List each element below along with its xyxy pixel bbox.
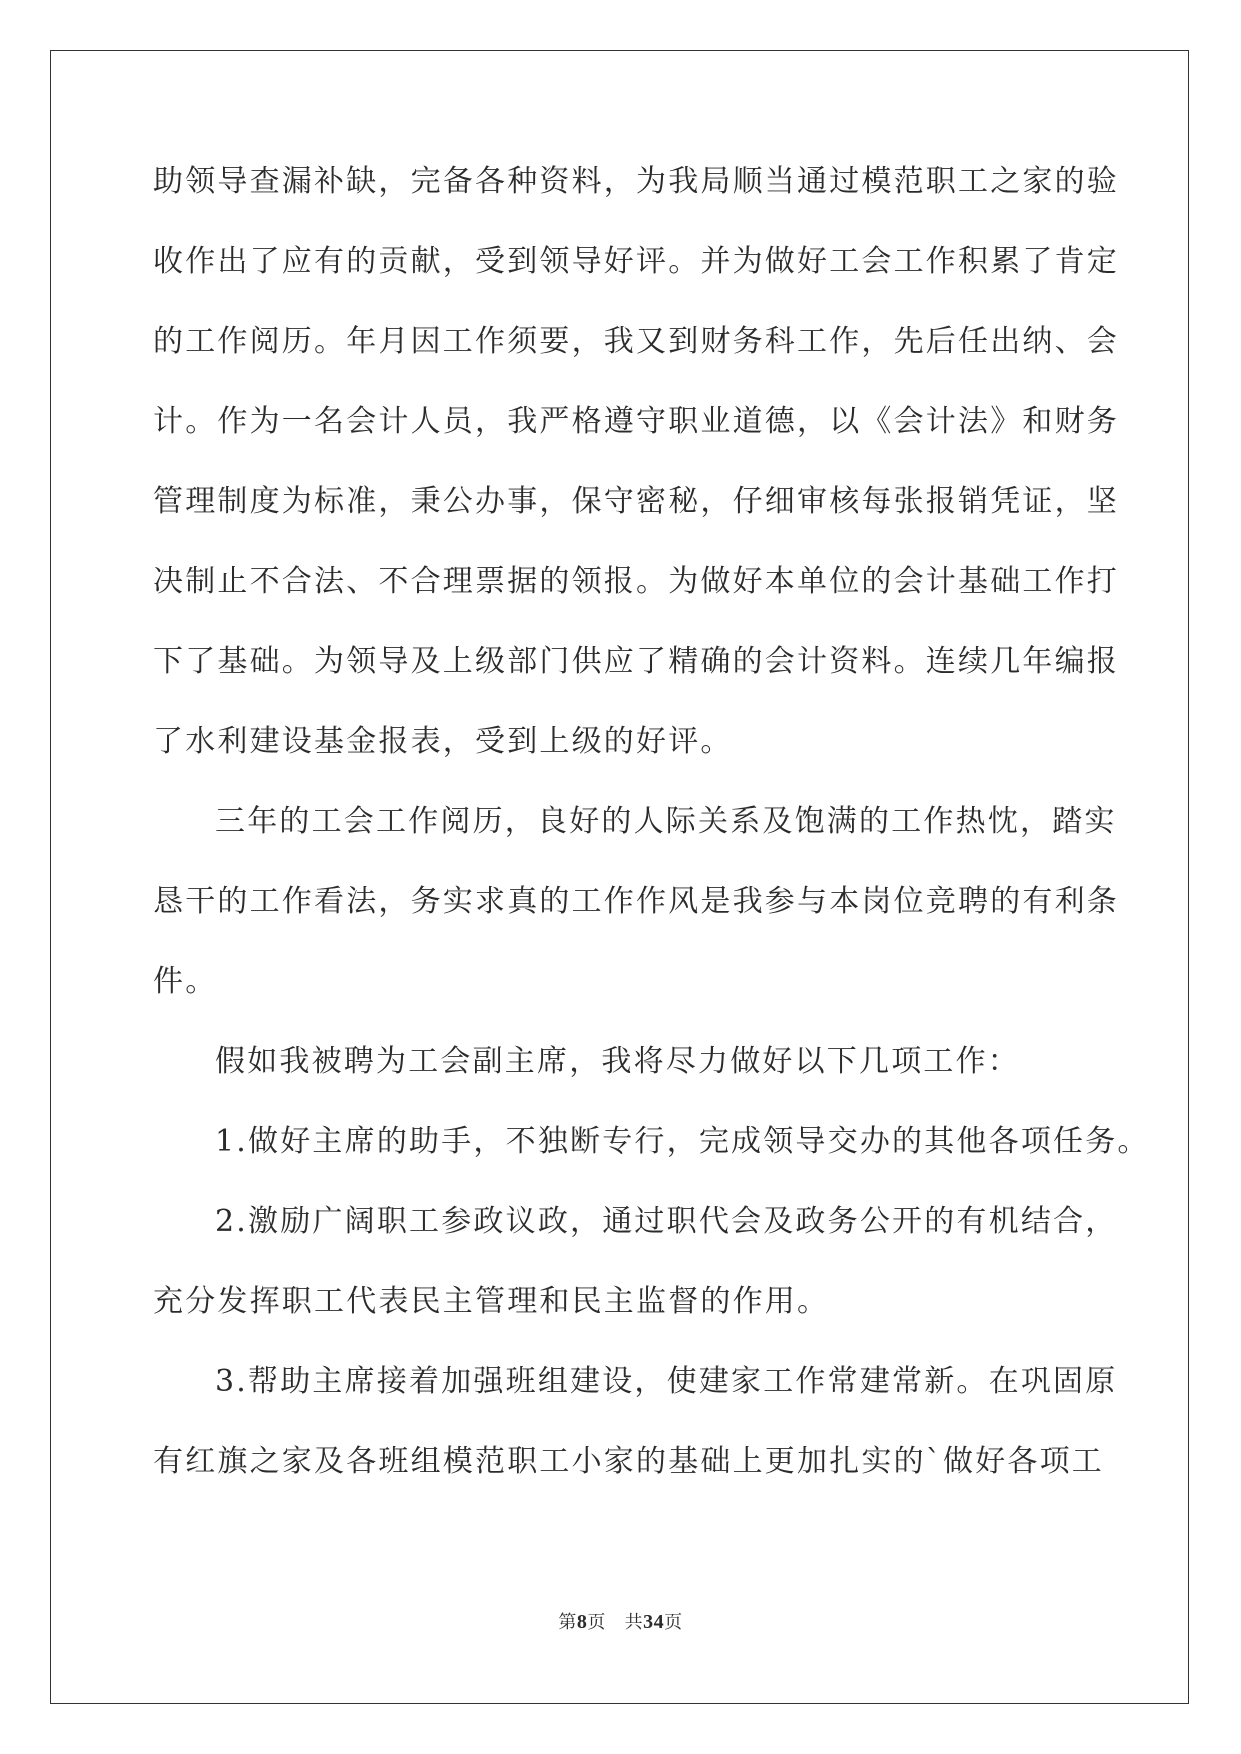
text-line: 下了基础。为领导及上级部门供应了精确的会计资料。连续几年编报	[153, 644, 1119, 679]
text-line: 管理制度为标准，秉公办事，保守密秘，仔细审核每张报销凭证，坚	[153, 484, 1119, 519]
page-suffix: 页	[587, 1612, 606, 1633]
text-line: 恳干的工作看法，务实求真的工作作风是我参与本岗位竞聘的有利条	[153, 884, 1119, 919]
text-line: 充分发挥职工代表民主管理和民主监督的作用。	[153, 1284, 830, 1319]
paragraph-start-line: 三年的工会工作阅历，良好的人际关系及饱满的工作热忱，踏实	[215, 804, 1117, 839]
page-number: 8	[576, 1611, 588, 1633]
text-line: 计。作为一名会计人员，我严格遵守职业道德，以《会计法》和财务	[153, 404, 1119, 439]
total-prefix: 共	[624, 1612, 644, 1633]
page-footer	[0, 1608, 1241, 1634]
total-pages: 34	[643, 1611, 665, 1633]
text-line: 了水利建设基金报表，受到上级的好评。	[153, 724, 733, 759]
document-body	[153, 162, 1150, 1522]
page-prefix: 第	[558, 1612, 577, 1633]
total-suffix: 页	[664, 1612, 683, 1633]
text-line: 的工作阅历。年月因工作须要，我又到财务科工作，先后任出纳、会	[153, 324, 1119, 359]
list-item-2: 2.激励广阔职工参政议政，通过职代会及政务公开的有机结合，	[215, 1204, 1118, 1239]
text-line: 有红旗之家及各班组模范职工小家的基础上更加扎实的`做好各项工	[153, 1444, 1104, 1479]
text-line: 收作出了应有的贡献，受到领导好评。并为做好工会工作积累了肯定	[153, 244, 1119, 279]
list-item-3: 3.帮助主席接着加强班组建设，使建家工作常建常新。在巩固原	[215, 1364, 1118, 1399]
text-line: 决制止不合法、不合理票据的领报。为做好本单位的会计基础工作打	[153, 564, 1119, 599]
text-line: 件。	[153, 964, 218, 999]
text-line: 助领导查漏补缺，完备各种资料，为我局顺当通过模范职工之家的验	[153, 164, 1119, 199]
list-item-1: 1.做好主席的助手，不独断专行，完成领导交办的其他各项任务。	[215, 1124, 1150, 1159]
paragraph-start-line: 假如我被聘为工会副主席，我将尽力做好以下几项工作：	[215, 1044, 1020, 1079]
